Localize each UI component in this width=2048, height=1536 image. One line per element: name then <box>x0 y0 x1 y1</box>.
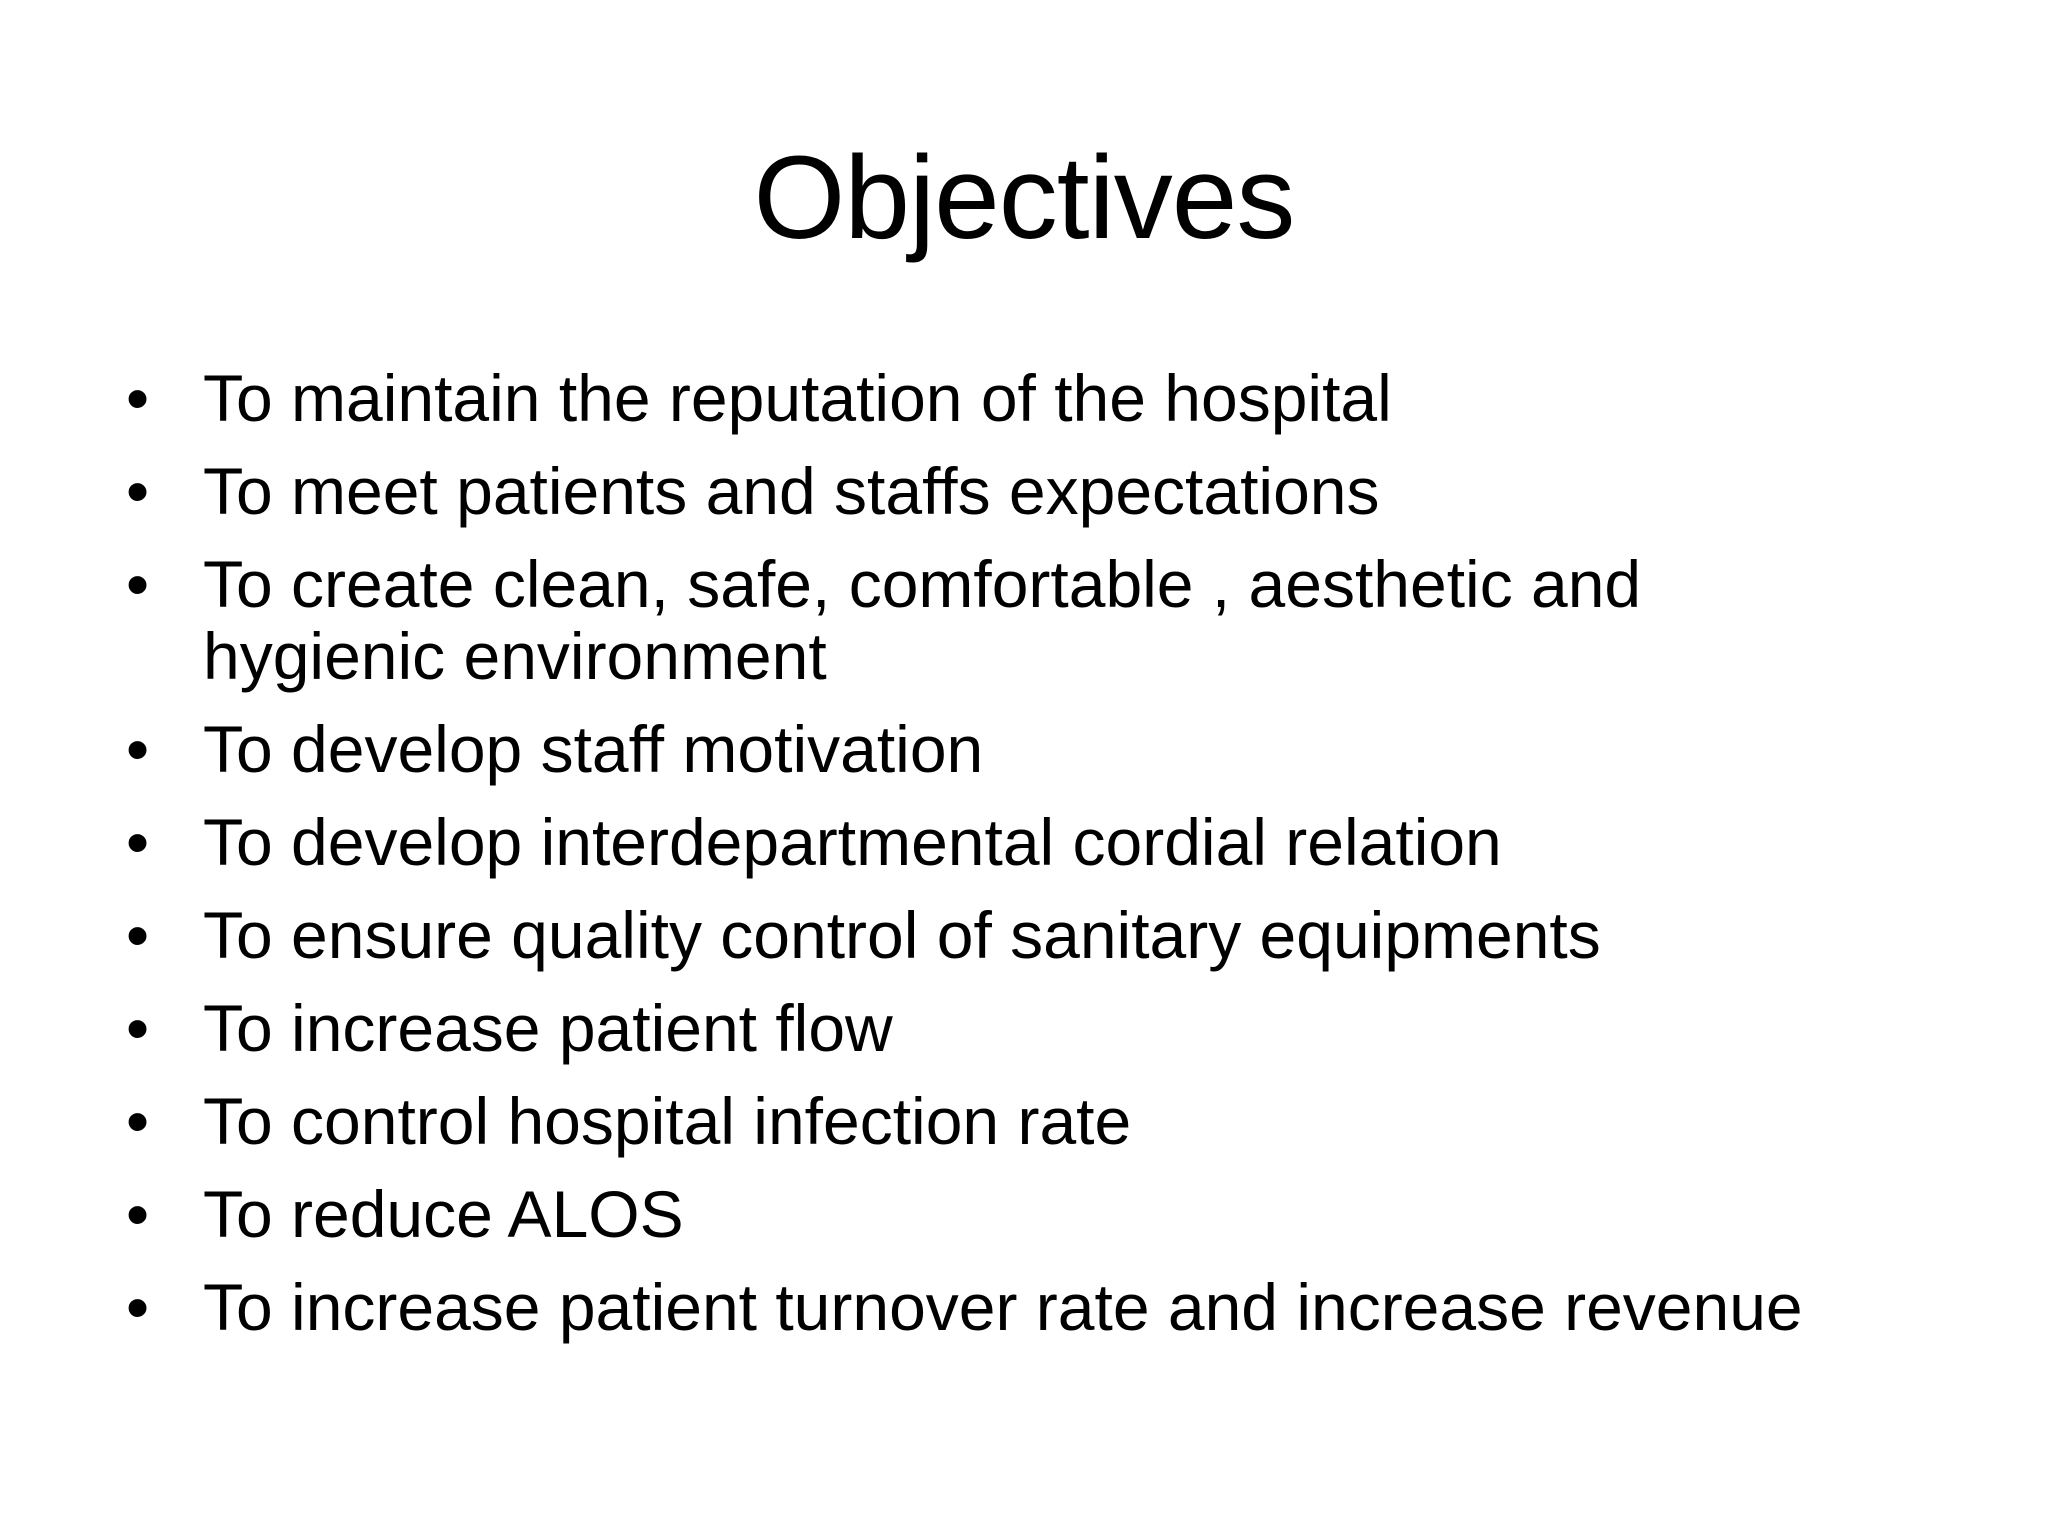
bullet-text: To develop staff motivation <box>203 712 984 786</box>
bullet-item <box>0 899 2048 971</box>
bullet-text: To increase patient flow <box>203 991 893 1065</box>
bullet-text: To increase patient turnover rate and increase revenue <box>203 1270 1803 1344</box>
bullet-item <box>0 548 1763 692</box>
bullet-list <box>0 362 2048 1364</box>
bullet-text: To ensure quality control of sanitary equipments <box>203 898 1601 972</box>
bullet-text: To control hospital infection rate <box>203 1084 1132 1158</box>
bullet-icon: • <box>126 547 150 621</box>
bullet-icon: • <box>126 805 150 879</box>
bullet-item <box>0 362 2048 434</box>
bullet-text: To create clean, safe, comfortable , aesthetic and hygienic environment <box>203 547 1642 693</box>
bullet-item <box>0 1178 2048 1250</box>
bullet-item <box>0 992 2048 1064</box>
bullet-item <box>0 1085 2048 1157</box>
bullet-icon: • <box>126 1084 150 1158</box>
bullet-item <box>0 806 2048 878</box>
slide-title: Objectives <box>753 132 1295 264</box>
bullet-text: To maintain the reputation of the hospital <box>203 361 1392 435</box>
bullet-icon: • <box>126 1177 150 1251</box>
bullet-text: To meet patients and staffs expectations <box>203 454 1380 528</box>
bullet-item <box>0 713 2048 785</box>
bullet-item <box>0 1271 2048 1343</box>
bullet-text: To reduce ALOS <box>203 1177 684 1251</box>
bullet-icon: • <box>126 1270 150 1344</box>
bullet-item <box>0 455 2048 527</box>
bullet-text: To develop interdepartmental cordial relation <box>203 805 1502 879</box>
bullet-icon: • <box>126 361 150 435</box>
bullet-icon: • <box>126 712 150 786</box>
bullet-icon: • <box>126 898 150 972</box>
bullet-icon: • <box>126 454 150 528</box>
bullet-icon: • <box>126 991 150 1065</box>
